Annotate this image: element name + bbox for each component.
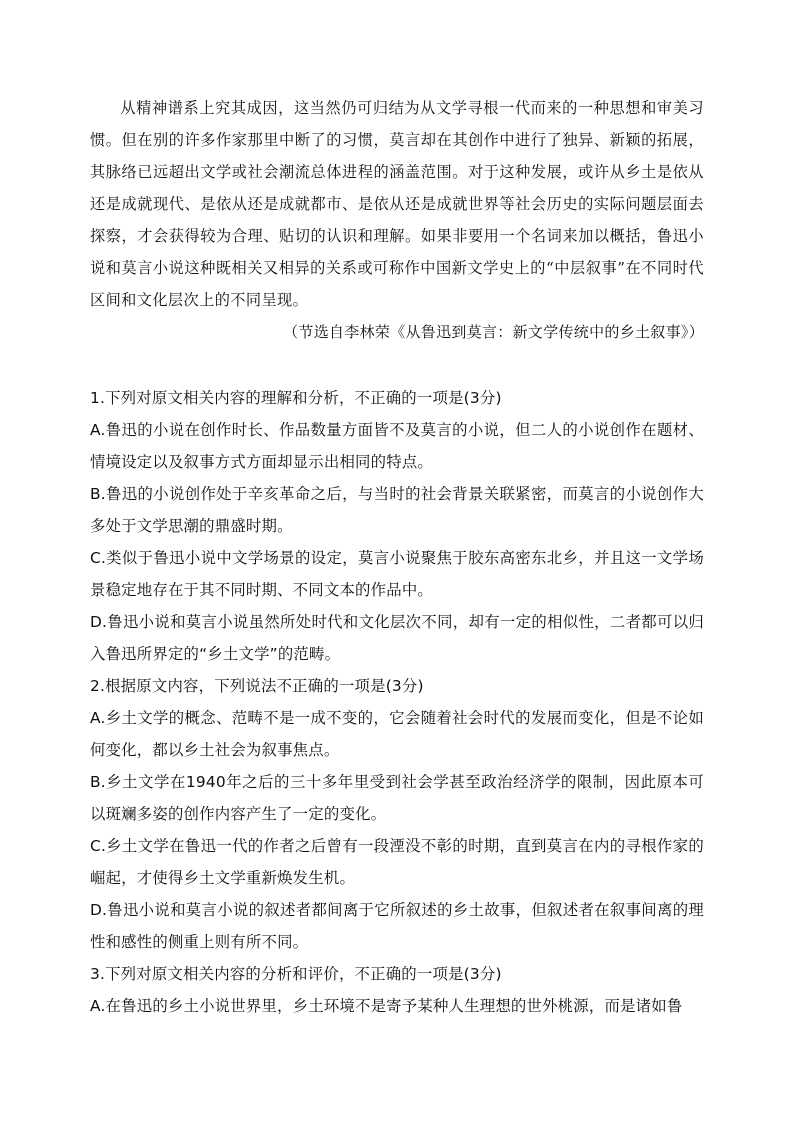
question-2-option-a: A.乡土文学的概念、范畴不是一成不变的，它会随着社会时代的发展而变化，但是不论如何变化，都以乡土社会为叙事焦点。 (90, 709, 704, 759)
question-3-stem: 3.下列对原文相关内容的分析和评价，不正确的一项是(3分) (90, 965, 502, 983)
question-1-stem: 1.下列对原文相关内容的理解和分析，不正确的一项是(3分) (90, 389, 502, 407)
passage-paragraph: 从精神谱系上究其成因，这当然仍可归结为从文学寻根一代而来的一种思想和审美习惯。但在别的许多作家那里中断了的习惯，莫言却在其创作中进行了独异、新颖的拓展，其脉络已远超出文学或社会潮流总体进程的涵盖范围。对于这种发展，或许从乡土是依从还是成就现代、是依从还是成就都市、是依从还是成就世界等社会历史的实际问题层面去探察，才会获得较为合理、贴切的认识和理解。如果非要用一个名词来加以概括，鲁迅小说和莫言小说这种既相关又相异的关系或可称作中国新文学史上的“中层叙事”在不同时代区间和文化层次上的不同呈现。 (90, 99, 704, 309)
question-2-option-c: C.乡土文学在鲁迅一代的作者之后曾有一段湮没不彰的时期，直到莫言在内的寻根作家的崛起，才使得乡土文学重新焕发生机。 (90, 837, 704, 887)
question-1-option-a: A.鲁迅的小说在创作时长、作品数量方面皆不及莫言的小说，但二人的小说创作在题材、情境设定以及叙事方式方面却显示出相同的特点。 (90, 421, 704, 471)
question-1-option-c: C.类似于鲁迅小说中文学场景的设定，莫言小说聚焦于胶东高密东北乡，并且这一文学场景稳定地存在于其不同时期、不同文本的作品中。 (90, 549, 704, 599)
document-page (90, 92, 704, 1022)
question-2-option-d: D.鲁迅小说和莫言小说的叙述者都间离于它所叙述的乡土故事，但叙述者在叙事间离的理性和感性的侧重上则有所不同。 (90, 901, 704, 951)
question-3 (90, 958, 704, 1022)
section-spacer (90, 348, 704, 382)
question-1-option-d: D.鲁迅小说和莫言小说虽然所处时代和文化层次不同，却有一定的相似性，二者都可以归入鲁迅所界定的“乡土文学”的范畴。 (90, 613, 704, 663)
question-2-stem: 2.根据原文内容，下列说法不正确的一项是(3分) (90, 677, 424, 695)
question-3-option-a: A.在鲁迅的乡土小说世界里，乡土环境不是寄予某种人生理想的世外桃源，而是诸如鲁 (90, 997, 683, 1015)
question-1-option-b: B.鲁迅的小说创作处于辛亥革命之后，与当时的社会背景关联紧密，而莫言的小说创作大多处于文学思潮的鼎盛时期。 (90, 485, 704, 535)
question-2-option-b: B.乡土文学在1940年之后的三十多年里受到社会学甚至政治经济学的限制，因此原本可以斑斓多姿的创作内容产生了一定的变化。 (90, 773, 704, 823)
passage-source: （节选自李林荣《从鲁迅到莫言：新文学传统中的乡土叙事》） (283, 323, 704, 341)
question-1 (90, 382, 704, 670)
question-2 (90, 670, 704, 958)
